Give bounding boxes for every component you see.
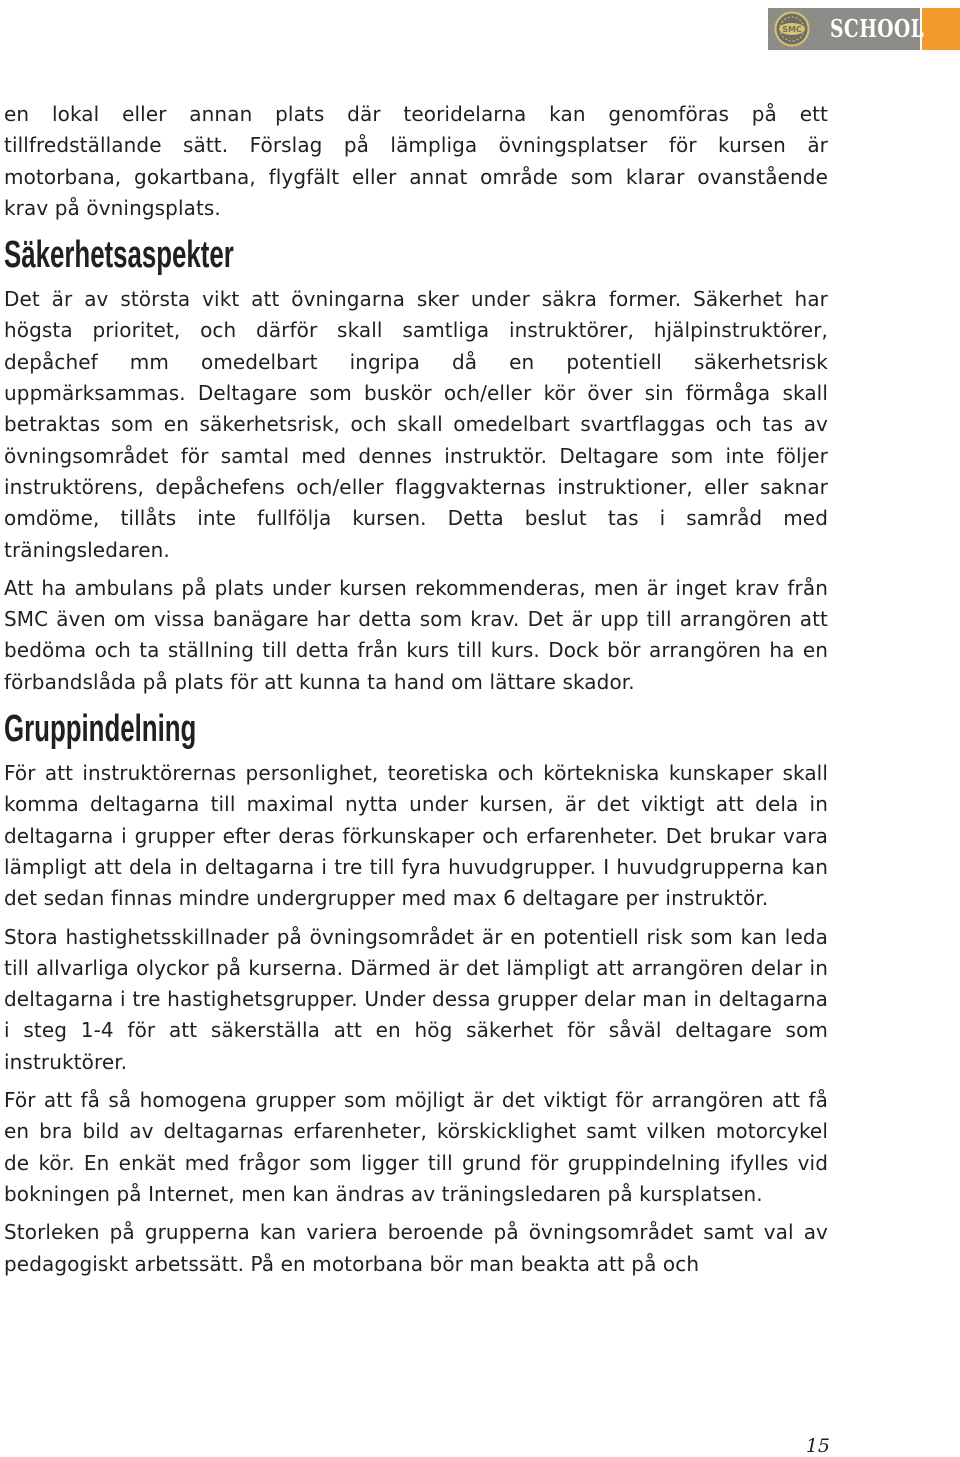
safety-paragraph: Det är av största vikt att övningarna sker under säkra former. Säkerhet har högsta prioritet, och därför skall samtliga instruktörer, hjälpinstruktörer, depåchef mm omedelbart ingripa då en potentiell säkerhetsrisk uppmärksammas. Deltagare som buskör och/eller kör över sin förmåga skall betraktas som en säkerhetsrisk, och skall omedelbart svartflaggas och tas av övningsområdet för samtal med dennes instruktör. Deltagare som inte följer instruktörens, depåchefens och/eller flaggvakternas instruktioner, eller saknar omdöme, tillåts inte fullfölja kursen. Detta beslut tas i samråd med träningsledaren.	[4, 287, 828, 562]
intro-paragraph: en lokal eller annan plats där teoridelarna kan genomföras på ett tillfredställande sätt. Förslag på lämpliga övningsplatser för kursen är motorbana, gokartbana, flygfält eller annat område som klarar ovanstående krav på övningsplats.	[4, 102, 828, 220]
safety-paragraph: Att ha ambulans på plats under kursen rekommenderas, men är inget krav från SMC även om vissa banägare har detta som krav. Det är upp till arrangören att bedöma och ta ställning till detta från kurs till kurs. Dock bör arrangören ha en förbandslåda på plats för att kunna ta hand om lättare skador.	[4, 575, 828, 694]
page-number: 15	[805, 1435, 830, 1457]
section-heading-grouping: Gruppindelning	[4, 708, 197, 751]
grouping-paragraph: Storleken på grupperna kan variera beroende på övningsområdet samt val av pedagogiskt arbetssätt. På en motorbana bör man beakta att på och	[4, 1220, 828, 1276]
header-accent-bar	[922, 8, 960, 50]
header-school-label: SCHOOL	[830, 14, 925, 43]
section-heading-safety: Säkerhetsaspekter	[4, 234, 234, 277]
page-content	[4, 99, 828, 1287]
smc-logo	[774, 11, 810, 47]
logo-text: SMC	[782, 25, 802, 34]
grouping-paragraph: För att få så homogena grupper som möjligt är det viktigt för arrangören att få en bra bild av deltagarnas erfarenheter, körskicklighet samt vilken motorcykel de kör. En enkät med frågor som ligger till grund för gruppindelning ifylles vid bokningen på Internet, men kan ändras av träningsledaren på kursplatsen.	[4, 1088, 828, 1206]
grouping-paragraph: Stora hastighetsskillnader på övningsområdet är en potentiell risk som kan leda till allvarliga olyckor på kurserna. Därmed är det lämpligt att arrangören delar in deltagarna i tre hastighetsgrupper. Under dessa grupper delar man in deltagarna i steg 1-4 för att säkerställa att en hög säkerhet för såväl deltagare som instruktörer.	[4, 924, 828, 1074]
grouping-paragraph: För att instruktörernas personlighet, teoretiska och körtekniska kunskaper skall komma deltagarna till maximal nytta under kursen, är det viktigt att dela in deltagarna i grupper efter deras förkunskaper och erfarenheter. Det brukar vara lämpligt att dela in deltagarna i tre till fyra huvudgrupper. I huvudgrupperna kan det sedan finnas mindre undergrupper med max 6 deltagare per instruktör.	[4, 761, 828, 911]
